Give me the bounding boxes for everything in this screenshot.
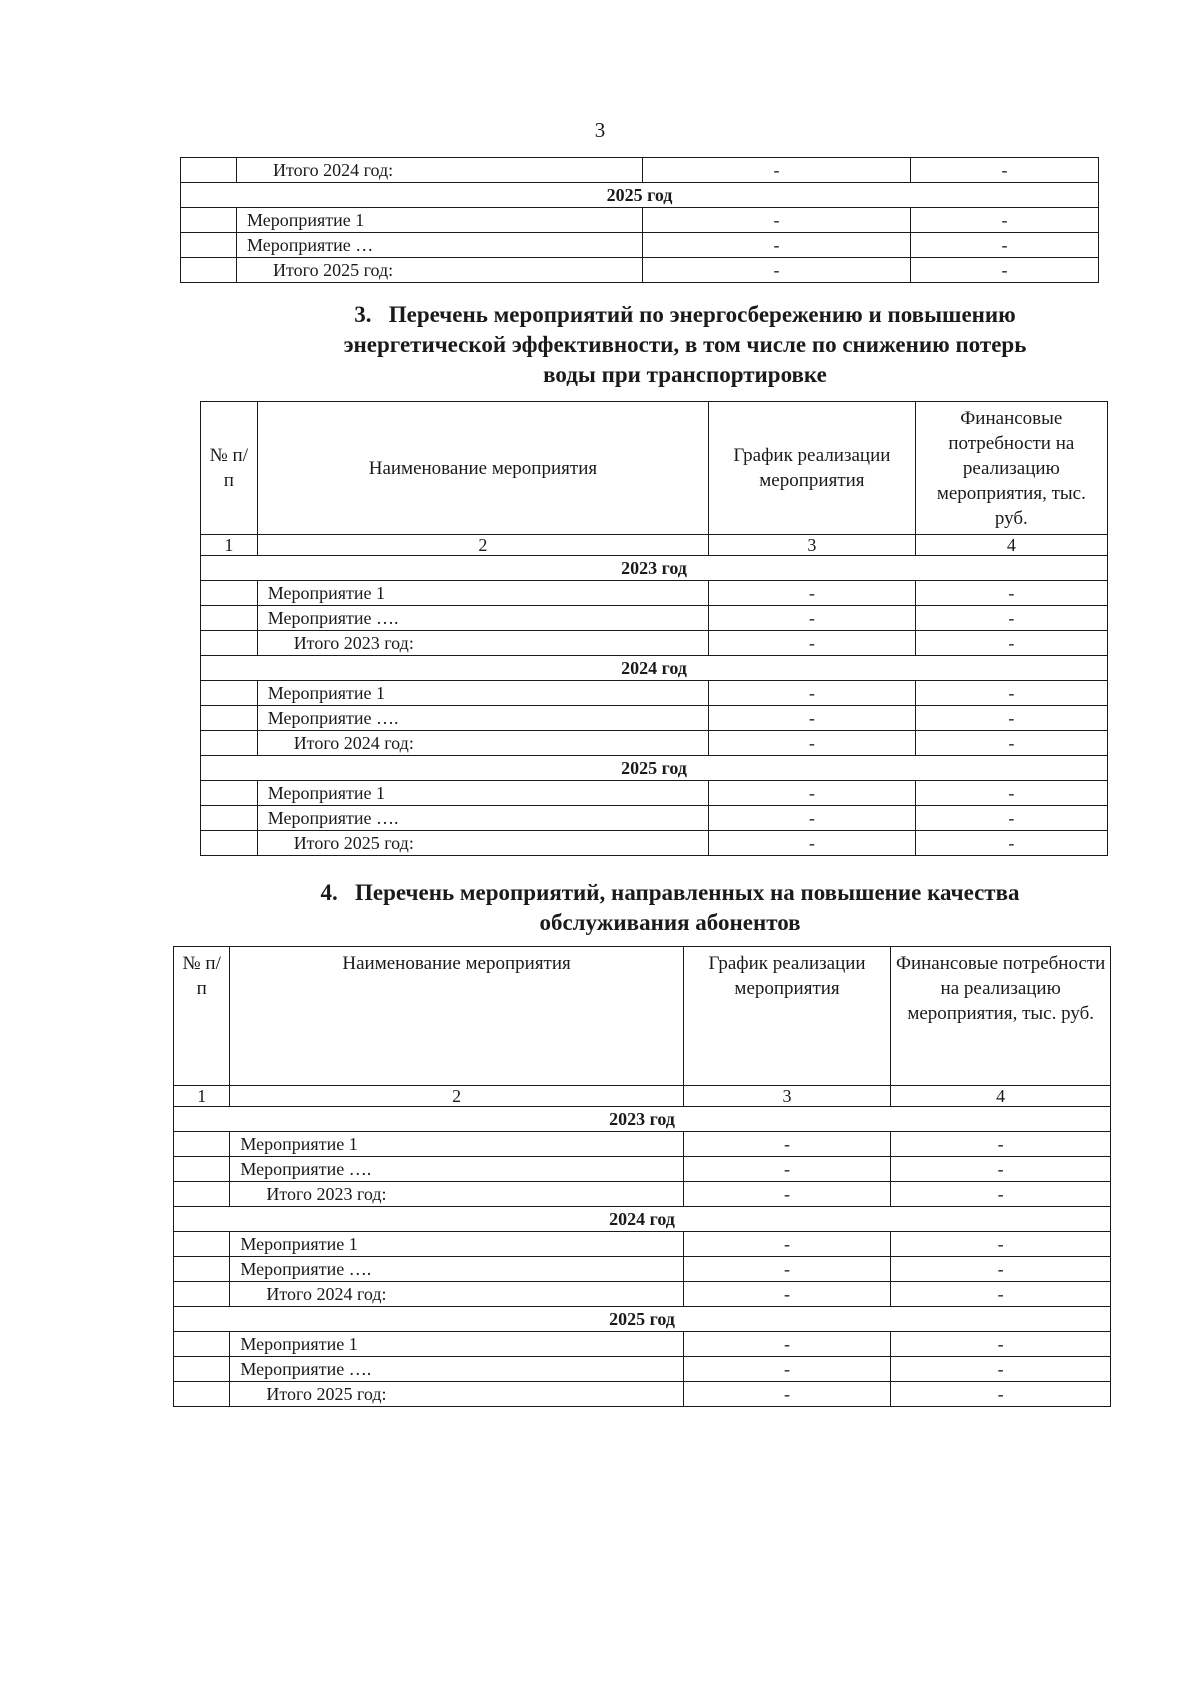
table-row — [201, 581, 1108, 606]
event-label: Мероприятие … — [237, 233, 643, 258]
section-3-table — [200, 401, 1108, 856]
event-label: Мероприятие 1 — [230, 1232, 683, 1257]
num-cell — [174, 1157, 230, 1182]
table-row — [174, 1357, 1111, 1382]
total-label: Итого 2025 год: — [237, 258, 643, 283]
finance-cell: - — [915, 681, 1107, 706]
finance-cell: - — [891, 1157, 1111, 1182]
table-row — [174, 1207, 1111, 1232]
year-header: 2024 год — [201, 656, 1108, 681]
section-4-title-line1: 4. Перечень мероприятий, направленных на повышение качества — [320, 880, 1020, 905]
schedule-cell: - — [709, 806, 916, 831]
finance-cell: - — [911, 208, 1099, 233]
total-label: Итого 2023 год: — [230, 1182, 683, 1207]
event-label: Мероприятие 1 — [257, 781, 708, 806]
header-num: № п/п — [201, 402, 258, 535]
num-cell — [201, 731, 258, 756]
finance-cell: - — [915, 581, 1107, 606]
table-row — [201, 631, 1108, 656]
section-4-title — [230, 878, 1110, 938]
event-label: Мероприятие 1 — [230, 1132, 683, 1157]
event-label: Мероприятие …. — [230, 1257, 683, 1282]
header-row — [174, 947, 1111, 1086]
col-number: 2 — [257, 535, 708, 556]
section-3-title — [250, 300, 1120, 390]
num-cell — [201, 606, 258, 631]
year-header: 2025 год — [181, 183, 1099, 208]
table-row — [201, 806, 1108, 831]
finance-cell: - — [915, 806, 1107, 831]
header-schedule: График реализации мероприятия — [683, 947, 891, 1086]
finance-cell: - — [915, 631, 1107, 656]
year-header: 2024 год — [174, 1207, 1111, 1232]
table-row — [174, 1282, 1111, 1307]
header-schedule: График реализации мероприятия — [709, 402, 916, 535]
table-row — [174, 1107, 1111, 1132]
year-header: 2025 год — [201, 756, 1108, 781]
table-row — [201, 831, 1108, 856]
num-cell — [174, 1332, 230, 1357]
num-cell — [181, 208, 237, 233]
total-label: Итого 2025 год: — [257, 831, 708, 856]
schedule-cell: - — [709, 731, 916, 756]
col-number: 4 — [891, 1086, 1111, 1107]
table-row — [201, 781, 1108, 806]
schedule-cell: - — [709, 706, 916, 731]
year-header: 2023 год — [201, 556, 1108, 581]
num-cell — [174, 1132, 230, 1157]
finance-cell: - — [891, 1382, 1111, 1407]
table-row — [181, 208, 1099, 233]
finance-cell: - — [891, 1357, 1111, 1382]
continuation-table — [180, 157, 1099, 283]
event-label: Мероприятие …. — [257, 806, 708, 831]
schedule-cell: - — [683, 1282, 891, 1307]
table-row — [174, 1332, 1111, 1357]
finance-cell: - — [891, 1132, 1111, 1157]
event-label: Мероприятие 1 — [257, 681, 708, 706]
schedule-cell: - — [643, 233, 911, 258]
num-cell — [201, 831, 258, 856]
table-row — [201, 706, 1108, 731]
header-name: Наименование мероприятия — [257, 402, 708, 535]
column-numbers-row — [174, 1086, 1111, 1107]
section-3-title-line3: воды при транспортировке — [543, 362, 827, 387]
num-cell — [174, 1232, 230, 1257]
schedule-cell: - — [643, 208, 911, 233]
event-label: Мероприятие 1 — [237, 208, 643, 233]
col-number: 3 — [683, 1086, 891, 1107]
table-row — [174, 1382, 1111, 1407]
num-cell — [181, 233, 237, 258]
table-row — [181, 258, 1099, 283]
section-3-body — [201, 556, 1108, 856]
table-row — [174, 1307, 1111, 1332]
year-header: 2025 год — [174, 1307, 1111, 1332]
num-cell — [201, 706, 258, 731]
total-label: Итого 2023 год: — [257, 631, 708, 656]
finance-cell: - — [915, 731, 1107, 756]
table-row — [181, 158, 1099, 183]
finance-cell: - — [915, 606, 1107, 631]
num-cell — [201, 781, 258, 806]
total-label: Итого 2025 год: — [230, 1382, 683, 1407]
num-cell — [201, 806, 258, 831]
schedule-cell: - — [709, 681, 916, 706]
table-row — [201, 556, 1108, 581]
schedule-cell: - — [643, 158, 911, 183]
section-4-body — [174, 1107, 1111, 1407]
total-label: Итого 2024 год: — [230, 1282, 683, 1307]
schedule-cell: - — [709, 606, 916, 631]
total-label: Итого 2024 год: — [257, 731, 708, 756]
column-numbers-row — [201, 535, 1108, 556]
schedule-cell: - — [683, 1382, 891, 1407]
col-number: 4 — [915, 535, 1107, 556]
header-num: № п/п — [174, 947, 230, 1086]
col-number: 3 — [709, 535, 916, 556]
event-label: Мероприятие 1 — [257, 581, 708, 606]
event-label: Мероприятие …. — [257, 606, 708, 631]
num-cell — [174, 1182, 230, 1207]
table-row — [174, 1257, 1111, 1282]
header-finance: Финансовые потребности на реализацию мероприятия, тыс. руб. — [891, 947, 1111, 1086]
num-cell — [181, 258, 237, 283]
section-3-title-line2: энергетической эффективности, в том числе по снижению потерь — [343, 332, 1027, 357]
page-number: 3 — [594, 118, 606, 142]
schedule-cell: - — [709, 831, 916, 856]
table-row — [201, 656, 1108, 681]
schedule-cell: - — [683, 1357, 891, 1382]
year-header: 2023 год — [174, 1107, 1111, 1132]
schedule-cell: - — [683, 1182, 891, 1207]
header-name: Наименование мероприятия — [230, 947, 683, 1086]
schedule-cell: - — [709, 581, 916, 606]
header-finance: Финансовые потребности на реализацию мероприятия, тыс. руб. — [915, 402, 1107, 535]
finance-cell: - — [915, 706, 1107, 731]
num-cell — [201, 581, 258, 606]
table-row — [181, 183, 1099, 208]
table-row — [201, 731, 1108, 756]
col-number: 1 — [201, 535, 258, 556]
finance-cell: - — [915, 831, 1107, 856]
table-row — [201, 681, 1108, 706]
table-row — [174, 1157, 1111, 1182]
section-4-title-line2: обслуживания абонентов — [539, 910, 801, 935]
event-label: Мероприятие …. — [230, 1157, 683, 1182]
schedule-cell: - — [683, 1257, 891, 1282]
finance-cell: - — [911, 233, 1099, 258]
schedule-cell: - — [643, 258, 911, 283]
col-number: 2 — [230, 1086, 683, 1107]
num-cell — [174, 1257, 230, 1282]
event-label: Мероприятие …. — [257, 706, 708, 731]
table-row — [174, 1232, 1111, 1257]
finance-cell: - — [891, 1182, 1111, 1207]
finance-cell: - — [915, 781, 1107, 806]
num-cell — [174, 1282, 230, 1307]
num-cell — [181, 158, 237, 183]
total-label: Итого 2024 год: — [237, 158, 643, 183]
num-cell — [174, 1382, 230, 1407]
schedule-cell: - — [683, 1157, 891, 1182]
num-cell — [201, 631, 258, 656]
num-cell — [201, 681, 258, 706]
section-4-table — [173, 946, 1111, 1407]
finance-cell: - — [891, 1332, 1111, 1357]
event-label: Мероприятие 1 — [230, 1332, 683, 1357]
schedule-cell: - — [683, 1332, 891, 1357]
table-row — [174, 1132, 1111, 1157]
schedule-cell: - — [683, 1132, 891, 1157]
finance-cell: - — [891, 1282, 1111, 1307]
table-row — [174, 1182, 1111, 1207]
num-cell — [174, 1357, 230, 1382]
finance-cell: - — [891, 1232, 1111, 1257]
schedule-cell: - — [683, 1232, 891, 1257]
finance-cell: - — [911, 258, 1099, 283]
col-number: 1 — [174, 1086, 230, 1107]
table-row — [201, 606, 1108, 631]
schedule-cell: - — [709, 631, 916, 656]
table-row — [201, 756, 1108, 781]
section-3-title-line1: 3. Перечень мероприятий по энергосбережению и повышению — [354, 302, 1016, 327]
header-row — [201, 402, 1108, 535]
finance-cell: - — [911, 158, 1099, 183]
event-label: Мероприятие …. — [230, 1357, 683, 1382]
table-row — [181, 233, 1099, 258]
finance-cell: - — [891, 1257, 1111, 1282]
schedule-cell: - — [709, 781, 916, 806]
